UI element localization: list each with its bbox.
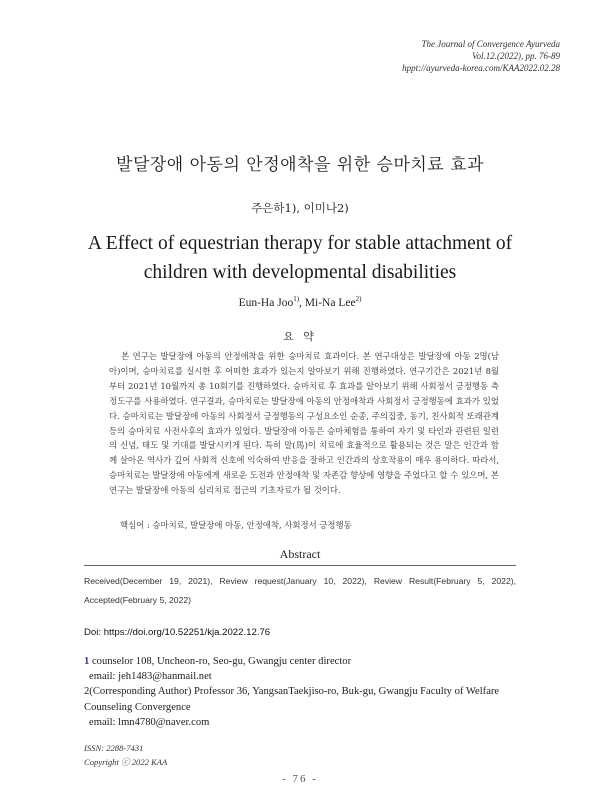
copyright: Copyright ⓒ 2022 KAA [84,757,168,767]
author-1-mark: 1) [293,295,300,303]
author-separator: , [299,296,305,309]
journal-header [402,38,560,74]
korean-title: 발달장애 아동의 안정애착을 위한 승마치료 효과 [116,155,484,175]
keywords: 핵심어 : 승마치료, 발달장애 아동, 안정애착, 사회정서 긍정행동 [120,520,352,530]
received-dates: Received(December 19, 2021), Review request(January 10, 2022), Review Result(February 5, 2022), Accepted(February 5, 2022) [84,576,516,605]
author-2-mark: 2) [355,295,362,303]
english-abstract-heading: Abstract [279,547,321,561]
journal-volume: Vol.12.(2022), pp. 76-89 [472,51,560,61]
affiliation-2-text: 2(Corresponding Author) Professor 36, YangsanTaekjiso-ro, Buk-gu, Gwangju Faculty of Welfare Counseling Convergence [84,686,500,713]
korean-abstract-body: 본 연구는 발달장애 아동의 안정애착을 위한 승마치료 효과이다. 본 연구대상은 발달장애 아동 2명(남아)이며, 승마치료를 실시한 후 어떠한 효과가 있는지 알아보기 위해 진행하였다. 연구기간은 2021년 8월부터 2021년 10월까지 총 10회기를 진행하였다. 승마치료 후 효과를 알아보기 위해 사회정서 긍정행동 측정도구를 사용하였다. 연구결과, 승마치료는 발달장애 아동의 안정애착과 사회정서 긍정행동에 효과가 있었다. 승마치료는 발달장애 아동의 사회정서 긍정행동의 구성요소인 순종, 주의집중, 동기, 친사회적 또래관계 등의 승마치료 사전사후의 효과가 있었다. 발달장애 아동은 승마체험을 통하여 자기 및 타인과 관련된 일련의 신념, 태도 및 기대를 발달시키게 된다. 특히 말(馬)이 치료에 효율적으로 활용되는 것은 말은 인간과 함께 살아온 역사가 깊어 사회적 신호에 익숙하여 반응을 잘하고 인간과의 상호작용이 매우 용이하다. 따라서, 승마치료는 발달장애 아동에게 새로운 도전과 안정애착 및 자존감 향상에 영향을 주었다고 할 수 있으며, 본 연구는 발달장애 아동의 심리치료 접근의 기초자료가 될 것이다. [109,351,499,496]
affiliation-1-text: counselor 108, Uncheon-ro, Seo-gu, Gwangju center director [89,656,352,667]
page-number: - 76 - [282,773,318,785]
affiliation-1-email[interactable]: email: jeh1483@hanmail.net [89,671,212,683]
journal-name: The Journal of Convergence Ayurveda [421,39,560,49]
issn-block [84,741,167,769]
doi-link[interactable]: Doi: https://doi.org/10.52251/kja.2022.12.76 [84,627,271,638]
english-authors [0,295,600,309]
issn: ISSN: 2288-7431 [84,743,144,753]
affiliation-2-email[interactable]: email: lmn4780@naver.com [89,716,210,728]
footnote-divider [84,565,516,566]
english-title: A Effect of equestrian therapy for stable attachment of children with developmental disabilities [87,233,513,283]
korean-abstract-heading: 요 약 [283,330,317,343]
journal-url: hppt://ayurveda-korea.com/KAA2022.02.28 [402,63,560,73]
affiliation-1 [84,654,516,669]
author-2: Mi-Na Lee [304,296,356,309]
affiliations [84,654,516,730]
affiliation-1-number: 1 [84,656,90,667]
author-1: Eun-Ha Joo [238,296,294,309]
korean-authors: 주은하1), 이미나2) [251,201,349,215]
